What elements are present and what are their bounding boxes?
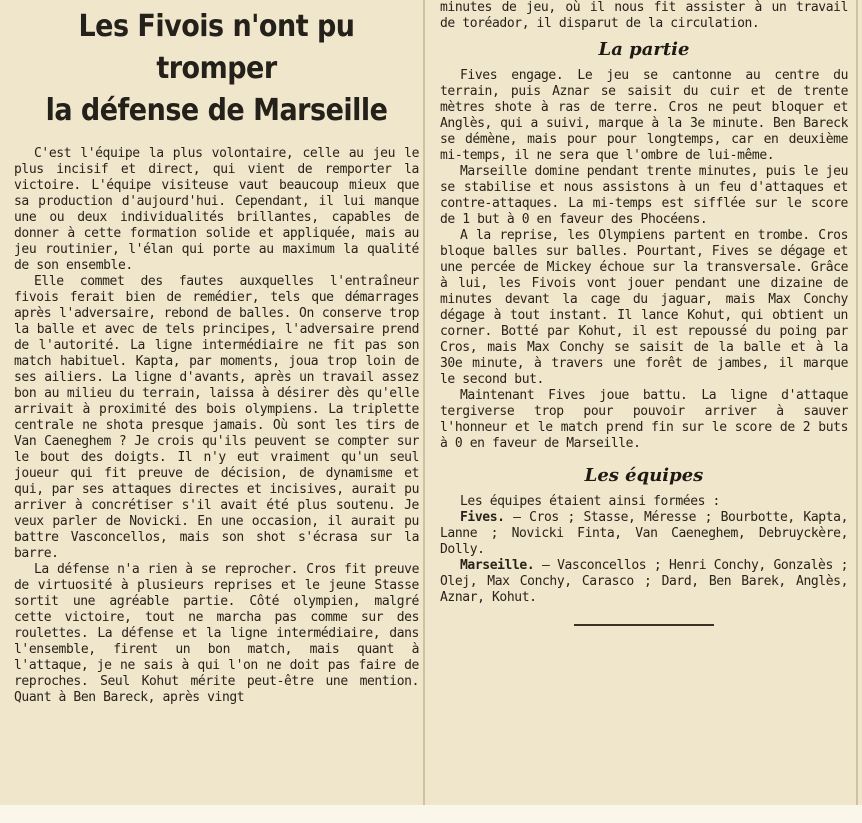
partie-paragraph: Maintenant Fives joue battu. La ligne d'attaque tergiverse trop pour pouvoir arriver à sauver l'honneur et le match prend fin sur le score de 2 buts à 0 en faveur de Marseille. [440,388,848,451]
team-lineup-fives [440,510,848,558]
partie-paragraph: Marseille domine pendant trente minutes, puis le jeu se stabilise et nous assistons à un feu d'attaques et contre-attaques. La mi-temps est sifflée sur le score de 1 but à 0 en faveur des Phocéens. [440,164,848,227]
team-name: Marseille. [460,558,535,573]
article-paragraph: Elle commet des fautes auxquelles l'entraîneur fivois ferait bien de remédier, tels que démarrages après l'adversaire, rebond de balles. On conserve trop la balle et avec de tels principes, l'adversaire prend de l'autorité. La ligne intermédiaire ne fit pas son match habituel. Kapta, par moments, joua trop loin de ses ailiers. La ligne d'avants, après un travail assez bon au milieu du terrain, laissa à désirer dès qu'elle arrivait à proximité des bois olympiens. La triplette centrale ne shota presque jamais. Où sont les tirs de Van Caeneghem ? Je crois qu'ils peuvent se compter sur le bout des doigts. Il n'y eut vraiment qu'un seul joueur qui fit preuve de décision, de dynamisme et qui, par ses attaques directes et incisives, aurait pu arriver à concrétiser s'il avait été plus soutenu. Je veux parler de Novicki. En une occasion, il aurait pu battre Vasconcellos, mais son shot s'écrasa sur la barre. [14,274,419,561]
partie-paragraph: A la reprise, les Olympiens partent en trombe. Cros bloque balles sur balles. Pourtant, Fives se dégage et une percée de Mickey échoue sur la transversale. Grâce à lui, les Fivois vont jouer pendant une dizaine de minutes devant la cage du jaguar, mais Max Conchy dégage à tout instant. Il lance Kohut, qui obtient un corner. Botté par Kohut, il est repoussé du poing par Cros, mais Max Conchy se saisit de la balle et à la 30e minute, à travers une forêt de jambes, il marque le second but. [440,228,848,387]
end-rule [574,624,714,626]
equipes-intro: Les équipes étaient ainsi formées : [460,494,720,509]
right-column [430,0,858,823]
headline-line-1: Les Fivois n'ont pu tromper [78,9,355,86]
article-paragraph: La défense n'a rien à se reprocher. Cros fit preuve de virtuosité à plusieurs reprises et le jeune Stasse sortit une agréable partie. Côté olympien, malgré cette victoire, tout ne marcha pas comme sur des roulettes. La défense et la ligne intermédiaire, dans l'ensemble, firent un bon match, mais quant à l'attaque, je ne sais à qui l'on ne doit pas faire de reproches. Seul Kohut mérite peut-être une mention. Quant à Ben Bareck, après vingt [14,562,419,705]
team-players: — Vasconcellos ; Henri Conchy, Gonzalès ; Olej, Max Conchy, Carasco ; Dard, Ben Barek, Anglès, Aznar, Kohut. [440,558,848,605]
section-heading-equipes: Les équipes [584,465,704,486]
partie-paragraph: Fives engage. Le jeu se cantonne au centre du terrain, puis Aznar se saisit du cuir et de trente mètres shote à ras de terre. Cros ne peut bloquer et Anglès, qui a suivi, marque à la 3e minute. Ben Bareck se démène, mais pour pour longtemps, car en deuxième mi-temps, il ne sera que l'ombre de lui-même. [440,68,848,163]
continued-fragment: minutes de jeu, où il nous fit assister à un travail de toréador, il disparut de la circulation. [440,0,848,31]
team-lineups [440,494,848,606]
page-bottom-margin [0,805,862,823]
left-column [4,0,425,823]
team-name: Fives. [460,510,505,525]
team-lineup-marseille [440,558,848,606]
team-players: — Cros ; Stasse, Méresse ; Bourbotte, Kapta, Lanne ; Novicki Finta, Van Caeneghem, Debruyckère, Dolly. [440,510,848,557]
headline [14,6,419,132]
article-paragraph: C'est l'équipe la plus volontaire, celle au jeu le plus incisif et direct, qui vient de remporter la victoire. L'équipe visiteuse vaut beaucoup mieux que sa production d'aujourd'hui. Cependant, il lui manque une ou deux individualités brillantes, capables de donner à cette formation solide et appliquée, mais au jeu routinier, l'élan qui porte au maximum la qualité de son ensemble. [14,146,419,273]
section-heading-partie: La partie [598,39,690,60]
headline-line-2: la défense de Marseille [45,93,388,128]
